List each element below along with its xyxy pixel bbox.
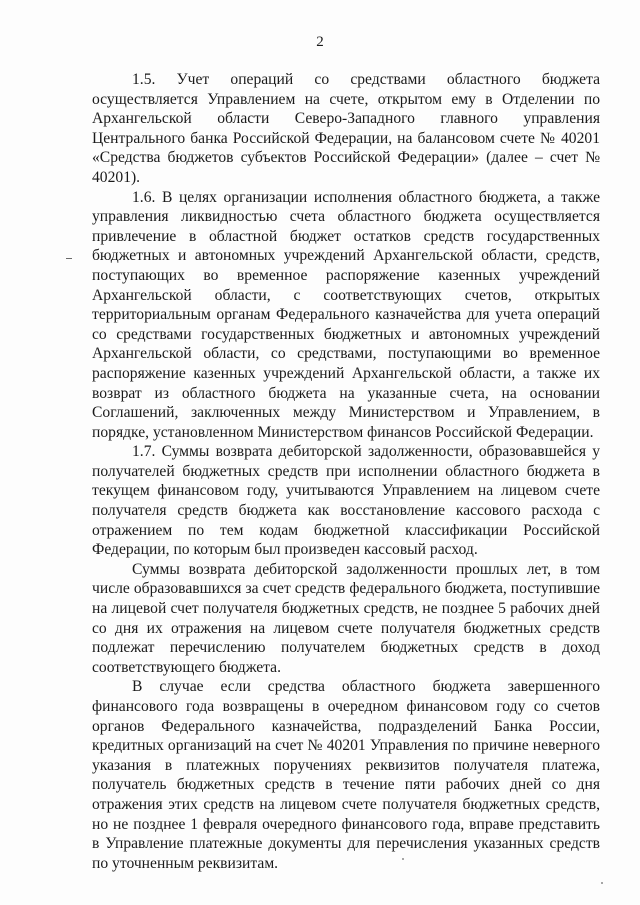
paragraph-1-7: 1.7. Суммы возврата дебиторской задолженности, образовавшейся у получателей бюджетных средств при исполнении областного бюджета в текущем финансовом году, учитываются Управлением на лицевом счете получателя средств бюджета как восстановление кассового расхода с отражением по тем кодам бюджетной классификации Российской Федерации, по которым был произведен кассовый расход. bbox=[92, 443, 600, 559]
page-number: 2 bbox=[316, 34, 324, 50]
paragraph-1-6: 1.6. В целях организации исполнения областного бюджета, а также управления ликвидностью счета областного бюджета осуществляется привлечение в областной бюджет остатков средств государственных бюджетных и автономных учреждений Архангельской области, средств, поступающих во временное распоряжение казенных учреждений Архангельской области, с соответствующих счетов, открытых территориальным органам Федерального казначейства для учета операций со средствами государственных бюджетных и автономных учреждений Архангельской области, со средствами, поступающими во временное распоряжение казенных учреждений Архангельской области, а также их возврат из областного бюджета на указанные счета, на основании Соглашений, заключенных между Министерством и Управлением, в порядке, установленном Министерством финансов Российской Федерации. bbox=[92, 188, 600, 441]
scan-mark-left bbox=[66, 258, 72, 259]
paragraph-returned-funds: В случае если средства областного бюджета завершенного финансового года возвращены в очередном финансовом году со счетов органов Федерального казначейства, подразделений Банка России, кредитных организаций на счет № 40201 Управления по причине неверного указания в платежных поручениях реквизитов получателя платежа, получатель бюджетных средств в течение пяти рабочих дней со дня отражения этих средств на лицевом счете получателя бюджетных средств, но не позднее 1 февраля очередного финансового года, вправе представить в Управление платежные документы для перечисления указанных средств по уточненным реквизитам. bbox=[92, 678, 600, 872]
paragraph-1-5: 1.5. Учет операций со средствами областного бюджета осуществляется Управлением на счете, открытом ему в Отделении по Архангельской области Северо-Западного главного управления Центрального банка Российской Федерации, на балансовом счете № 40201 «Средства бюджетов субъектов Российской Федерации» (далее – счет № 40201). bbox=[92, 71, 600, 186]
scan-speck bbox=[402, 858, 404, 860]
document-body bbox=[92, 70, 600, 873]
scan-speck bbox=[601, 882, 603, 884]
paragraph-past-years-returns: Суммы возврата дебиторской задолженности прошлых лет, в том числе образовавшихся за счет средств федерального бюджета, поступившие на лицевой счет получателя бюджетных средств, не позднее 5 рабочих дней со дня их отражения на лицевом счете получателя бюджетных средств подлежат перечислению получателем бюджетных средств в доход соответствующего бюджета. bbox=[92, 560, 600, 676]
